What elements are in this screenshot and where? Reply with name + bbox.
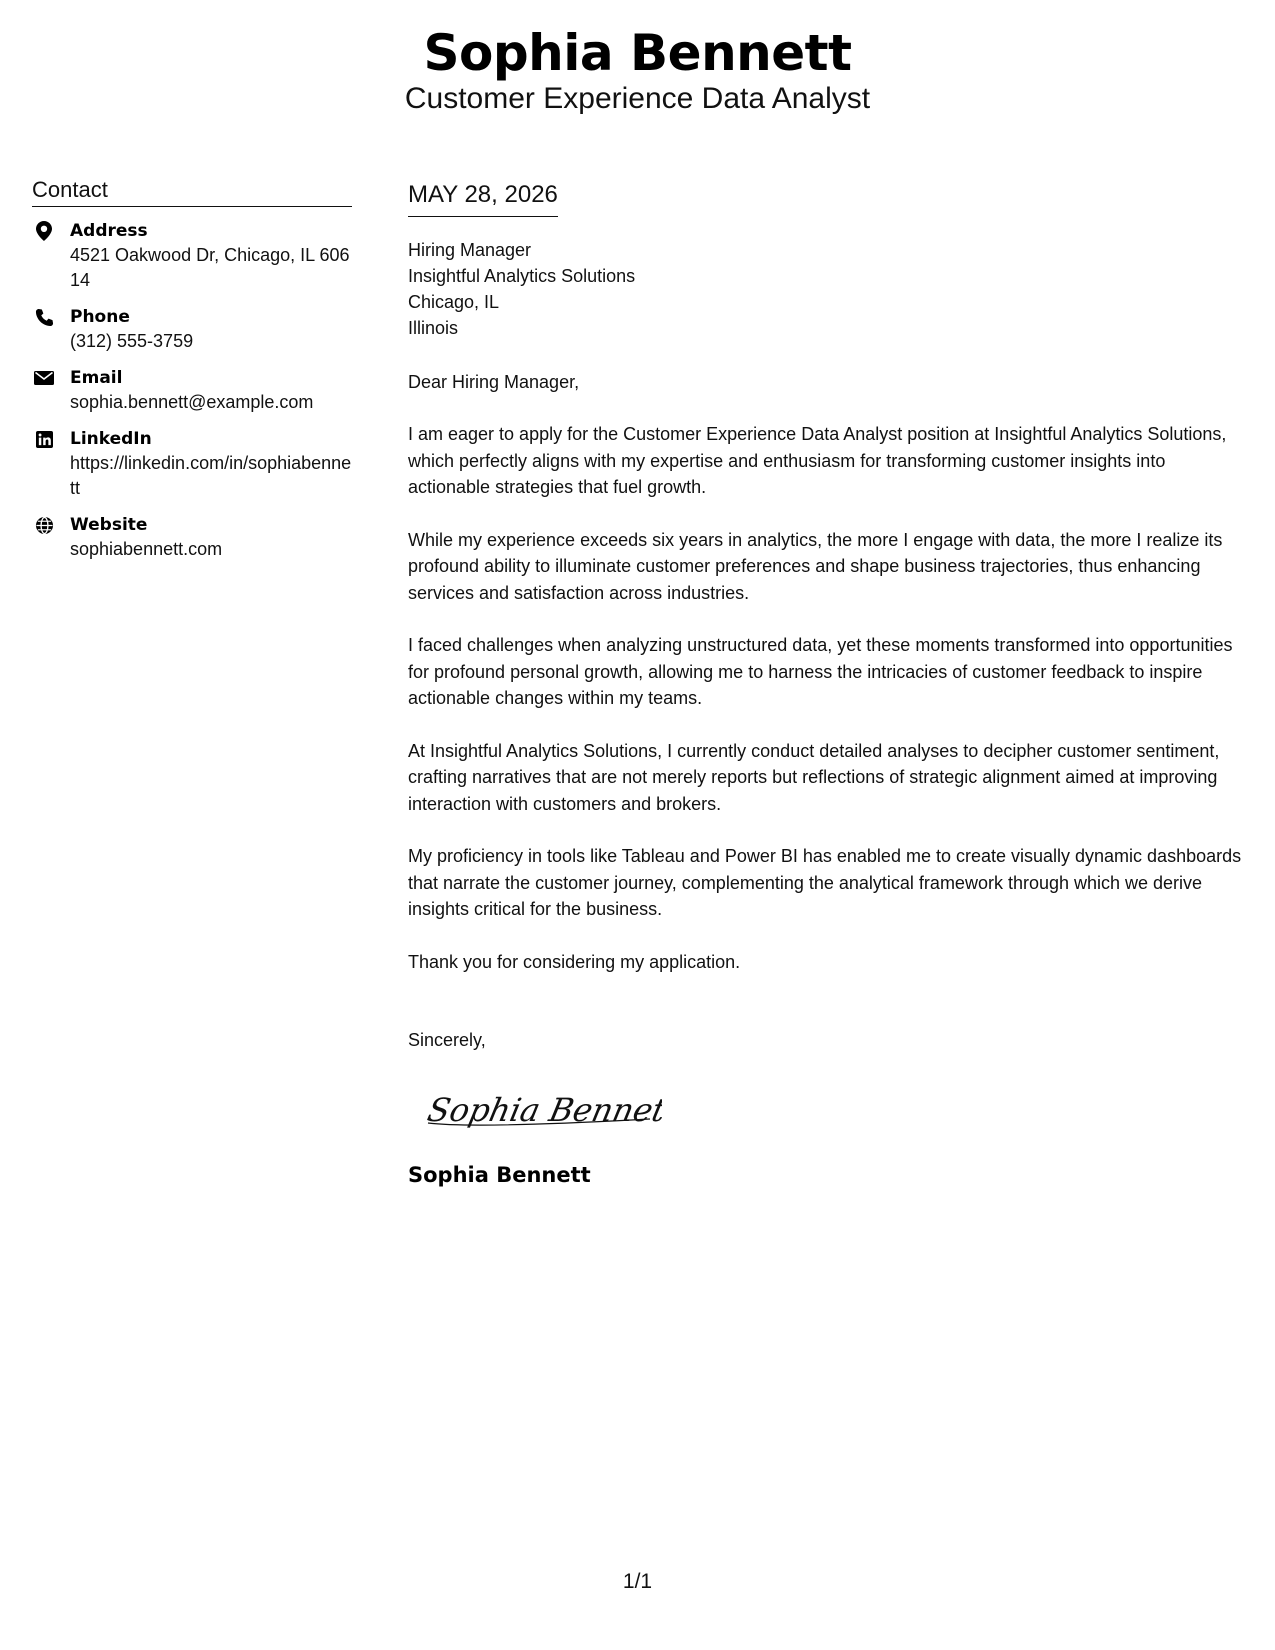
svg-text:Sophia Bennett: Sophia Bennett: [424, 1090, 662, 1129]
address-label: Address: [70, 221, 148, 241]
paragraph-intro: I am eager to apply for the Customer Experience Data Analyst position at Insightful Analytics Solutions, which perfectly aligns with my expertise and enthusiasm for transforming customer insights into actionable strategies that fuel growth.: [408, 424, 1227, 497]
linkedin-label: LinkedIn: [70, 429, 152, 449]
handwritten-signature: [422, 1083, 662, 1135]
contact-title: Contact: [32, 176, 352, 207]
paragraph-challenges: I faced challenges when analyzing unstructured data, yet these moments transformed into opportunities for profound personal growth, allowing me to harness the intricacies of customer feedback to inspire actionable changes within my teams.: [408, 635, 1233, 708]
email-label: Email: [70, 368, 123, 388]
contact-website: [32, 513, 352, 562]
envelope-icon: [34, 368, 54, 388]
applicant-name: Sophia Bennett: [423, 24, 852, 82]
paragraph-tools: My proficiency in tools like Tableau and Power BI has enabled me to create visually dynamic dashboards that narrate the customer journey, complementing the analytical framework through which we derive insights critical for the business.: [408, 846, 1242, 919]
paragraph-current-role: At Insightful Analytics Solutions, I currently conduct detailed analyses to decipher customer sentiment, crafting narratives that are not merely reports but reflections of strategic alignment aimed at improving interaction with customers and brokers.: [408, 740, 1220, 814]
linkedin-icon: [34, 429, 54, 449]
website-label: Website: [70, 515, 148, 535]
signoff: Sincerely,: [408, 1029, 486, 1050]
letter-date: MAY 28, 2026: [408, 180, 558, 217]
email-value: sophia.bennett@example.com: [70, 392, 314, 412]
address-value: 4521 Oakwood Dr, Chicago, IL 60614: [70, 245, 350, 290]
phone-label: Phone: [70, 307, 130, 327]
contact-email: [32, 366, 352, 415]
recipient-state: Illinois: [408, 318, 459, 338]
salutation: Dear Hiring Manager,: [408, 372, 580, 392]
paragraph-experience: While my experience exceeds six years in analytics, the more I engage with data, the more I realize its profound ability to illuminate customer preferences and shape business trajectories, thus enhancing services and satisfaction across industries.: [408, 529, 1223, 603]
contact-phone: [32, 305, 352, 354]
closing-thanks: Thank you for considering my application.: [408, 951, 741, 972]
phone-icon: [34, 307, 54, 327]
recipient-block: [408, 237, 1248, 341]
recipient-title: Hiring Manager: [408, 240, 532, 260]
phone-value: (312) 555-3759: [70, 331, 194, 351]
signer-name: Sophia Bennett: [408, 1162, 591, 1187]
letter-body: [408, 180, 1248, 1189]
contact-sidebar: [32, 176, 352, 562]
contact-linkedin: [32, 427, 352, 501]
contact-address: [32, 219, 352, 293]
map-pin-icon: [34, 221, 54, 241]
globe-icon: [34, 515, 54, 535]
page-number: 1/1: [622, 1570, 653, 1593]
letter-header: [0, 22, 1275, 118]
recipient-city: Chicago, IL: [408, 292, 500, 312]
recipient-company: Insightful Analytics Solutions: [408, 266, 636, 286]
website-value: sophiabennett.com: [70, 539, 223, 559]
applicant-role: Customer Experience Data Analyst: [404, 82, 871, 115]
linkedin-value: https://linkedin.com/in/sophiabennett: [70, 453, 352, 498]
